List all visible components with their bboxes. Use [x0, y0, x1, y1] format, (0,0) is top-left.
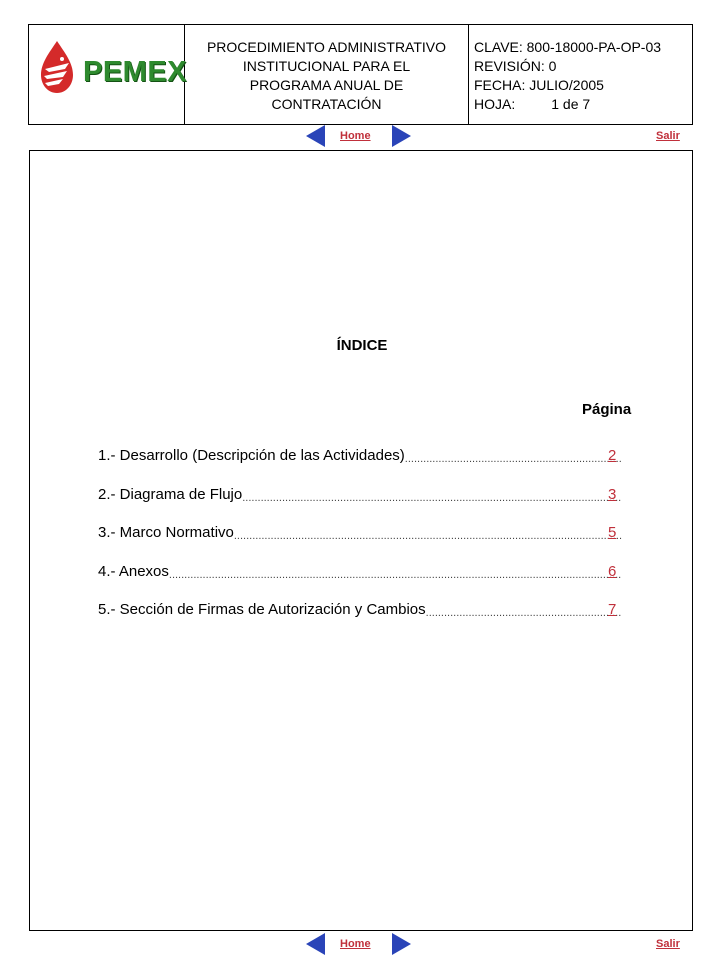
hoja-field: [474, 95, 692, 114]
toc-page-link[interactable]: 7: [608, 601, 617, 618]
title-line: PROGRAMA ANUAL DE: [249, 76, 404, 93]
document-title: [185, 25, 469, 124]
hoja-label: HOJA:: [474, 96, 516, 112]
toc-entry: [98, 563, 622, 602]
toc-leader-dots: [234, 524, 622, 546]
home-link[interactable]: Home: [340, 938, 371, 950]
previous-arrow-icon[interactable]: [306, 125, 325, 147]
revision-field: REVISIÓN: 0: [474, 58, 557, 74]
toc-entry-text: 4.- Anexos: [98, 562, 169, 580]
index-title: ÍNDICE: [336, 337, 388, 354]
pemex-eagle-logo: [35, 39, 79, 95]
table-of-contents: [98, 447, 622, 640]
toc-entry: [98, 524, 622, 563]
page-column-label: Página: [582, 401, 632, 418]
salir-link[interactable]: Salir: [656, 938, 680, 950]
home-link[interactable]: Home: [340, 130, 371, 142]
toc-leader-dots: [405, 447, 622, 469]
document-header: [28, 24, 693, 125]
bottom-navigation: [0, 932, 720, 958]
toc-page-link[interactable]: 2: [608, 447, 617, 464]
previous-arrow-icon[interactable]: [306, 933, 325, 955]
top-navigation: [0, 124, 720, 150]
toc-page-link[interactable]: 6: [608, 562, 617, 580]
toc-page-link[interactable]: 5: [608, 524, 617, 541]
clave-field: CLAVE: 800-18000-PA-OP-03: [474, 39, 662, 55]
toc-leader-dots: [426, 601, 622, 623]
next-arrow-icon[interactable]: [392, 125, 411, 147]
toc-page-link[interactable]: 3: [608, 485, 617, 503]
toc-entry-text: 1.- Desarrollo (Descripción de las Actividades): [98, 447, 405, 464]
toc-entry-text: 2.- Diagrama de Flujo: [98, 485, 243, 503]
salir-link[interactable]: Salir: [656, 130, 680, 142]
fecha-field: FECHA: JULIO/2005: [474, 77, 604, 93]
pemex-wordmark: PEMEX: [83, 56, 188, 88]
toc-entry: [98, 447, 622, 486]
logo-cell: [29, 25, 188, 124]
title-line: CONTRATACIÓN: [271, 95, 382, 112]
toc-entry-text: 3.- Marco Normativo: [98, 524, 234, 541]
index-page: [29, 150, 693, 931]
title-line: INSTITUCIONAL PARA EL: [242, 57, 411, 74]
toc-leader-dots: [169, 563, 622, 585]
toc-entry: [98, 486, 622, 525]
document-info: [469, 25, 692, 124]
toc-leader-dots: [242, 486, 622, 508]
title-line: PROCEDIMIENTO ADMINISTRATIVO: [206, 38, 447, 55]
toc-entry-text: 5.- Sección de Firmas de Autorización y Cambios: [98, 601, 426, 618]
hoja-value: 1 de 7: [551, 96, 591, 112]
toc-entry: [98, 601, 622, 640]
next-arrow-icon[interactable]: [392, 933, 411, 955]
